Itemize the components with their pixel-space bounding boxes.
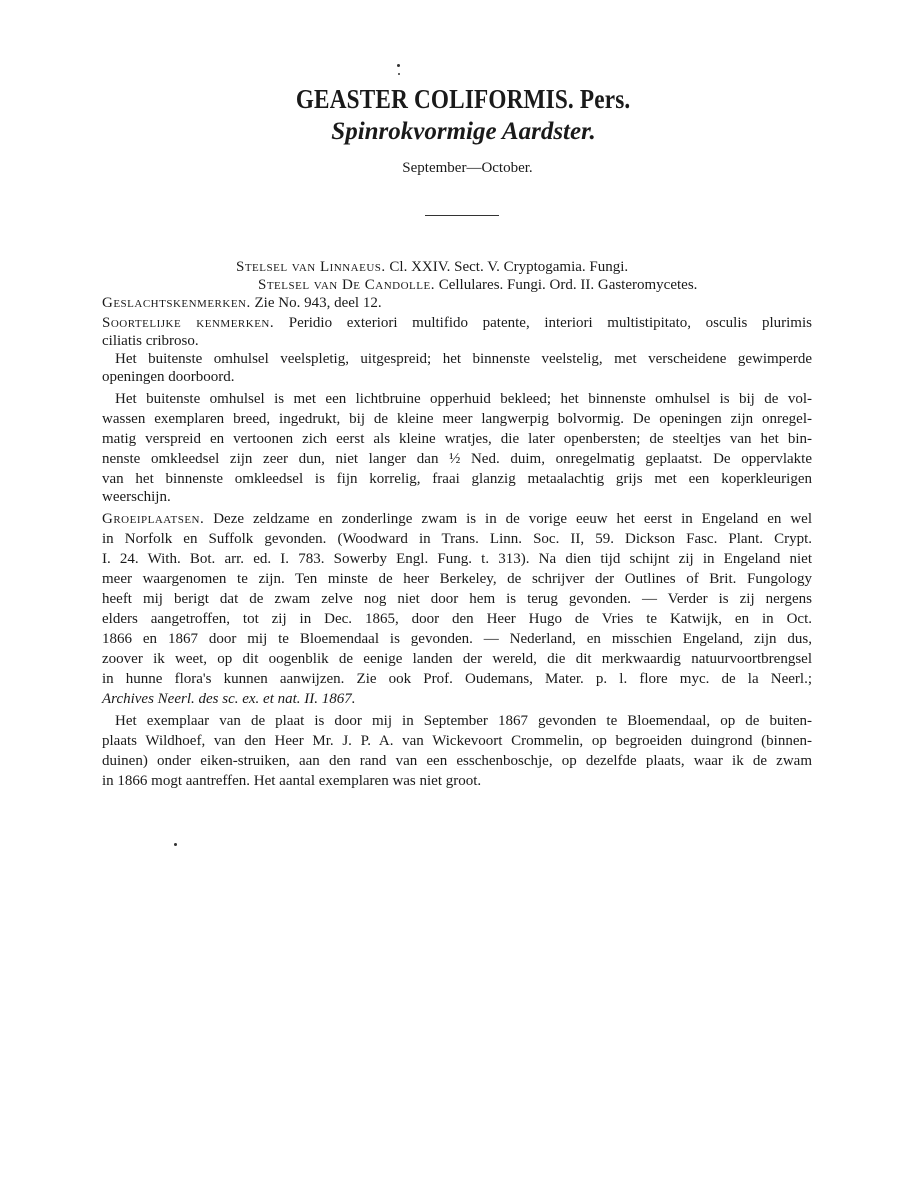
species-label: Soortelijke kenmerken. — [102, 315, 275, 331]
p2-line: Het buitenste omhulsel is met een lichtbruine opperhuid bekleed; het binnenste omhulsel is bij de vol- — [115, 391, 812, 407]
p3-text: Deze zeldzame en zonderlinge zwam is in de vorige eeuw het eerst in Engeland en wel — [213, 511, 812, 527]
divider — [425, 215, 499, 216]
p1-line: openingen doorboord. — [102, 369, 235, 385]
p4-line: plaats Wildhoef, van den Heer Mr. J. P. A. van Wickevoort Crommelin, op begroeiden duingrond (binnen- — [102, 733, 812, 749]
candolle-line — [258, 276, 697, 294]
p3-line: in Norfolk en Suffolk gevonden. (Woodward in Trans. Linn. Soc. II, 59. Dickson Fasc. Plant. Crypt. — [102, 531, 812, 547]
candolle-value: Cellulares. Fungi. Ord. II. Gasteromycetes. — [438, 277, 698, 293]
p2-line: weerschijn. — [102, 489, 171, 505]
page-subtitle: Spinrokvormige Aardster. — [331, 118, 596, 145]
p3-line: I. 24. With. Bot. arr. ed. I. 783. Sowerby Engl. Fung. t. 313). Na dien tijd schijnt zij in Engeland niet — [102, 551, 812, 567]
species-line-1 — [102, 314, 812, 332]
genus-line — [102, 294, 382, 312]
species-text: Peridio exteriori multifido patente, interiori multistipitato, osculis plurimis — [288, 315, 812, 331]
p2-line: nenste omkleedsel zijn zeer dun, niet langer dan ½ Ned. duim, onregelmatig geplaatst. De oppervlakte — [102, 451, 812, 467]
p4-line: duinen) onder eiken-struiken, aan den rand van een esschenboschje, op dezelfde plaats, waar ik de zwam — [102, 753, 812, 769]
p4-line: in 1866 mogt aantreffen. Het aantal exemplaren was niet groot. — [102, 773, 482, 789]
p3-line: meer waargenomen te zijn. Ten minste de heer Berkeley, de schrijver der Outlines of Brit. Fungology — [102, 571, 812, 587]
p3-line: Archives Neerl. des sc. ex. et nat. II. 1867. — [102, 691, 356, 707]
p2-line: van het binnenste omkleedsel is fijn korrelig, fraai glanzig metaalachtig grijs met een koperkleurigen — [102, 471, 812, 487]
p3-line: zoover ik weet, op dit oogenblik de eenige landen der wereld, die dit merkwaardig natuurvoortbrengsel — [102, 651, 812, 667]
p2-line: wassen exemplaren breed, ingedrukt, bij de kleine meer langwerpig bolvormig. De openingen zijn onregel- — [102, 411, 812, 427]
linnaeus-line — [236, 258, 628, 276]
decorative-dot — [174, 843, 177, 846]
p3-line: elders aangetroffen, tot zij in Dec. 1865, door den Heer Hugo de Vries te Katwijk, en in Oct. — [102, 611, 812, 627]
p3-line: heeft mij berigt dat de zwam zelve nog niet door hem is terug gevonden. — Verder is zij nergens — [102, 591, 812, 607]
genus-label: Geslachtskenmerken. — [102, 295, 251, 311]
p3-line-1 — [102, 510, 812, 528]
genus-value: Zie No. 943, deel 12. — [254, 295, 382, 311]
decorative-dot — [397, 64, 400, 67]
p2-line: matig verspreid en vertoonen zich eerst als kleine wratjes, die later openbersten; de steeltjes van het bin- — [102, 431, 812, 447]
candolle-label: Stelsel van De Candolle. — [258, 277, 435, 293]
p3-label: Groeiplaatsen. — [102, 511, 205, 527]
p4-line: Het exemplaar van de plaat is door mij in September 1867 gevonden te Bloemendaal, op de buiten- — [115, 713, 812, 729]
p3-line: 1866 en 1867 door mij te Bloemendaal is gevonden. — Nederland, en misschien Engeland, zijn dus, — [102, 631, 812, 647]
linnaeus-value: Cl. XXIV. Sect. V. Cryptogamia. Fungi. — [389, 259, 629, 275]
page-title: GEASTER COLIFORMIS. Pers. — [295, 84, 631, 114]
species-line-2: ciliatis cribroso. — [102, 333, 199, 349]
linnaeus-label: Stelsel van Linnaeus. — [236, 259, 386, 275]
decorative-dot — [398, 73, 400, 75]
p3-line: in hunne flora's kunnen aanwijzen. Zie ook Prof. Oudemans, Mater. p. l. flore myc. de la Neerl.; — [102, 671, 812, 687]
p1-line: Het buitenste omhulsel veelspletig, uitgespreid; het binnenste veelstelig, met verscheidene gewimperde — [115, 351, 812, 367]
season: September—October. — [402, 160, 533, 176]
